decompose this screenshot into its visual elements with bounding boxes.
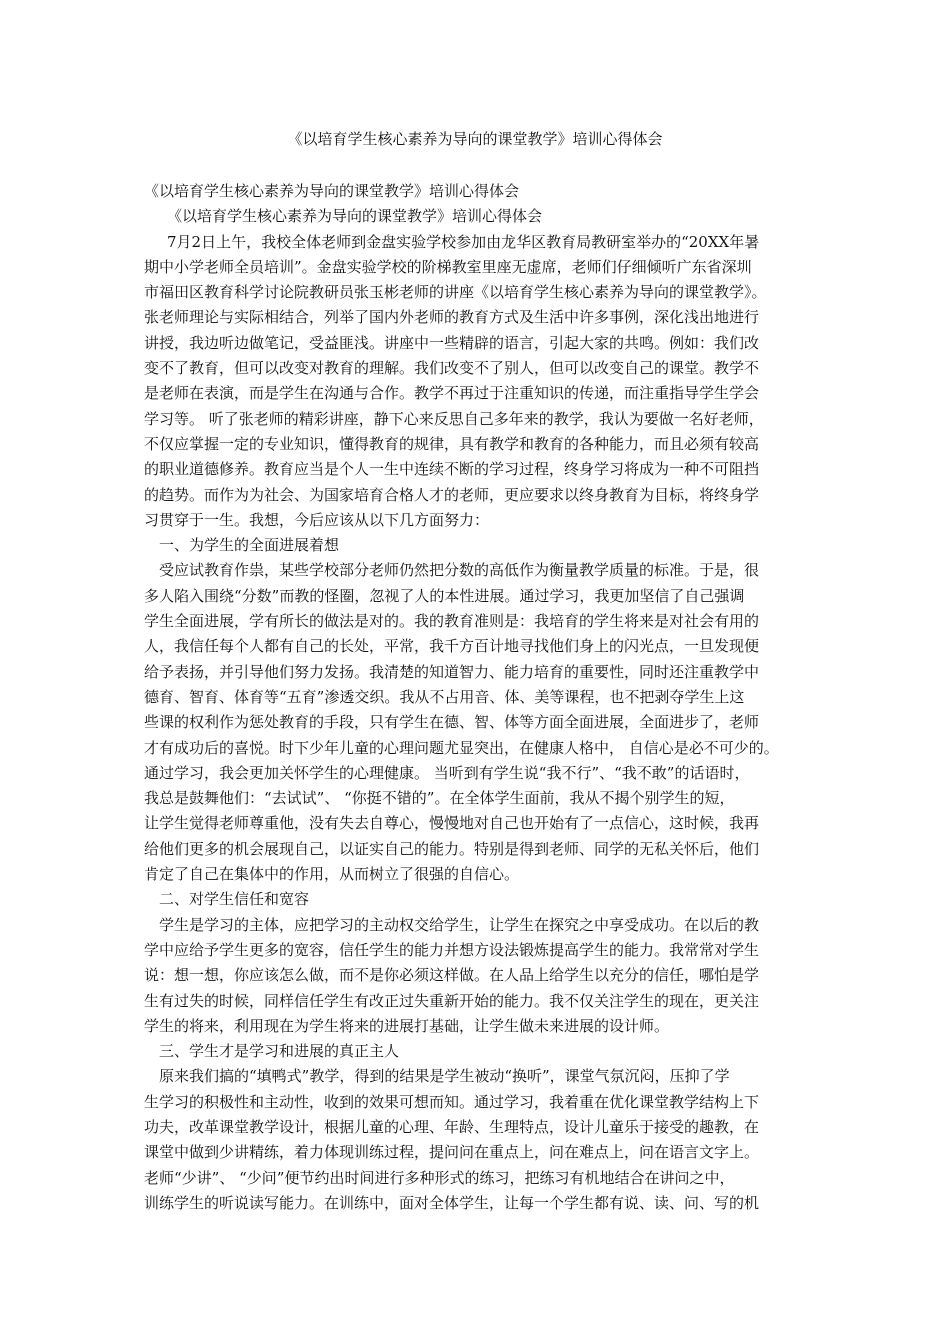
subtitle-line-repeat: 《以培育学生核心素养为导向的课堂教学》培训心得体会 [167,207,543,226]
paragraph-line: 肯定了自己在集体中的作用，从而树立了很强的自信心。 [144,865,520,884]
paragraph-line: 人，我信任每个人都有自己的长处，平常，我千方百计地寻找他们身上的闪光点，一旦发现便 [144,637,760,656]
section-heading: 二、对学生信任和宽容 [159,890,310,909]
document-title: 《以培育学生核心素养为导向的课堂教学》培训心得体会 [287,130,663,148]
paragraph-line: 张老师理论与实际相结合，列举了国内外老师的教育方式及生活中许多事例，深化浅出地进行 [144,308,760,327]
paragraph-line: 给他们更多的机会展现自己，以证实自己的能力。特别是得到老师、同学的无私关怀后，他们 [144,839,760,858]
paragraph-line: 学生全面进展，学有所长的做法是对的。我的教育准则是：我培育的学生将来是对社会有用的 [144,612,760,631]
paragraph-line: 我总是鼓舞他们：“去试试”、 “你挺不错的”。在全体学生面前，我从不揭个别学生的短， [144,789,735,808]
paragraph-line: 学习等。 听了张老师的精彩讲座，静下心来反思自己多年来的教学，我认为要做一名好老师， [144,409,764,428]
paragraph-line: 习贯穿于一生。我想，今后应该从以下几方面努力： [144,510,490,529]
paragraph-line: 才有成功后的喜悦。时下少年儿童的心理问题尤显突出，在健康人格中， 自信心是必不可少的。 [144,738,779,757]
paragraph-line: 期中小学老师全员培训”。金盘实验学校的阶梯教室里座无虚席，老师们仔细倾听广东省深圳 [144,257,752,276]
paragraph-line: 说：想一想，你应该怎么做，而不是你必须这样做。在人品上给学生以充分的信任，哪怕是学 [144,966,760,985]
paragraph-line: 些课的权利作为惩处教育的手段，只有学生在德、智、体等方面全面进展，全面进步了，老师 [144,713,760,732]
paragraph-line: 生学习的积极性和主动性，收到的效果可想而知。通过学习，我着重在优化课堂教学结构上下 [144,1092,760,1111]
paragraph-line: 通过学习，我会更加关怀学生的心理健康。 当听到有学生说“我不行”、“我不敢”的话语时， [144,763,750,782]
paragraph-line: 不仅应掌握一定的专业知识，懂得教育的规律，具有教学和教育的各种能力，而且必须有较高 [144,434,760,453]
paragraph-line: 7月2日上午，我校全体老师到金盘实验学校参加由龙华区教育局教研室举办的“20XX年暑 [167,232,760,251]
section-heading: 三、学生才是学习和进展的真正主人 [159,1042,400,1061]
paragraph-line: 市福田区教育科学讨论院教研员张玉彬老师的讲座《以培育学生核心素养为导向的课堂教学》。 [144,283,767,302]
paragraph-line: 老师“少讲”、 “少问”便节约出时间进行多种形式的练习，把练习有机地结合在讲问之中， [144,1168,735,1187]
document-body [144,179,806,1216]
paragraph-line: 学生是学习的主体，应把学习的主动权交给学生，让学生在探究之中享受成功。在以后的教 [159,915,760,934]
paragraph-line: 讲授，我边听边做笔记，受益匪浅。讲座中一些精辟的语言，引起大家的共鸣。例如：我们改 [144,333,760,352]
subtitle-line: 《以培育学生核心素养为导向的课堂教学》培训心得体会 [144,182,520,200]
paragraph-line: 多人陷入围绕“分数”而教的怪圈，忽视了人的本性进展。通过学习，我更加坚信了自己强调 [144,586,745,605]
paragraph-line: 德育、智育、体育等“五育”渗透交织。我从不占用音、体、美等课程，也不把剥夺学生上这 [144,687,745,706]
paragraph-line: 学生的将来，利用现在为学生将来的进展打基础，让学生做未来进展的设计师。 [144,1016,670,1035]
paragraph-line: 给予表扬，并引导他们努力发扬。我清楚的知道智力、能力培育的重要性，同时还注重教学中 [144,662,760,681]
paragraph-line: 训练学生的听说读写能力。在训练中，面对全体学生，让每一个学生都有说、读、问、写的机 [144,1193,760,1212]
paragraph-line: 原来我们搞的“填鸭式”教学，得到的结果是学生被动“换听”，课堂气氛沉闷，压抑了学 [159,1067,730,1086]
paragraph-line: 是老师在表演，而是学生在沟通与合作。教学不再过于注重知识的传递，而注重指导学生学会 [144,384,760,403]
paragraph-line: 的趋势。而作为为社会、为国家培育合格人才的老师，更应要求以终身教育为目标，将终身学 [144,485,760,504]
paragraph-line: 学中应给予学生更多的宽容，信任学生的能力并想方设法锻炼提高学生的能力。我常常对学生 [144,940,760,959]
paragraph-line: 让学生觉得老师尊重他，没有失去自尊心，慢慢地对自己也开始有了一点信心，这时候，我再 [144,814,760,833]
paragraph-line: 课堂中做到少讲精练，着力体现训练过程，提问问在重点上，问在难点上，问在语言文字上。 [144,1143,760,1162]
paragraph-line: 受应试教育作祟，某些学校部分老师仍然把分数的高低作为衡量教学质量的标准。于是，很 [159,561,760,580]
paragraph-line: 变不了教育，但可以改变对教育的理解。我们改变不了别人，但可以改变自己的课堂。教学不 [144,359,760,378]
section-heading: 一、为学生的全面进展着想 [159,536,340,555]
paragraph-line: 的职业道德修养。教育应当是个人一生中连续不断的学习过程，终身学习将成为一种不可阻挡 [144,460,760,479]
paragraph-line: 功夫，改革课堂教学设计，根据儿童的心理、年龄、生理特点，设计儿童乐于接受的趣教，在 [144,1117,760,1136]
paragraph-line: 生有过失的时候，同样信任学生有改正过失重新开始的能力。我不仅关注学生的现在，更关注 [144,991,760,1010]
